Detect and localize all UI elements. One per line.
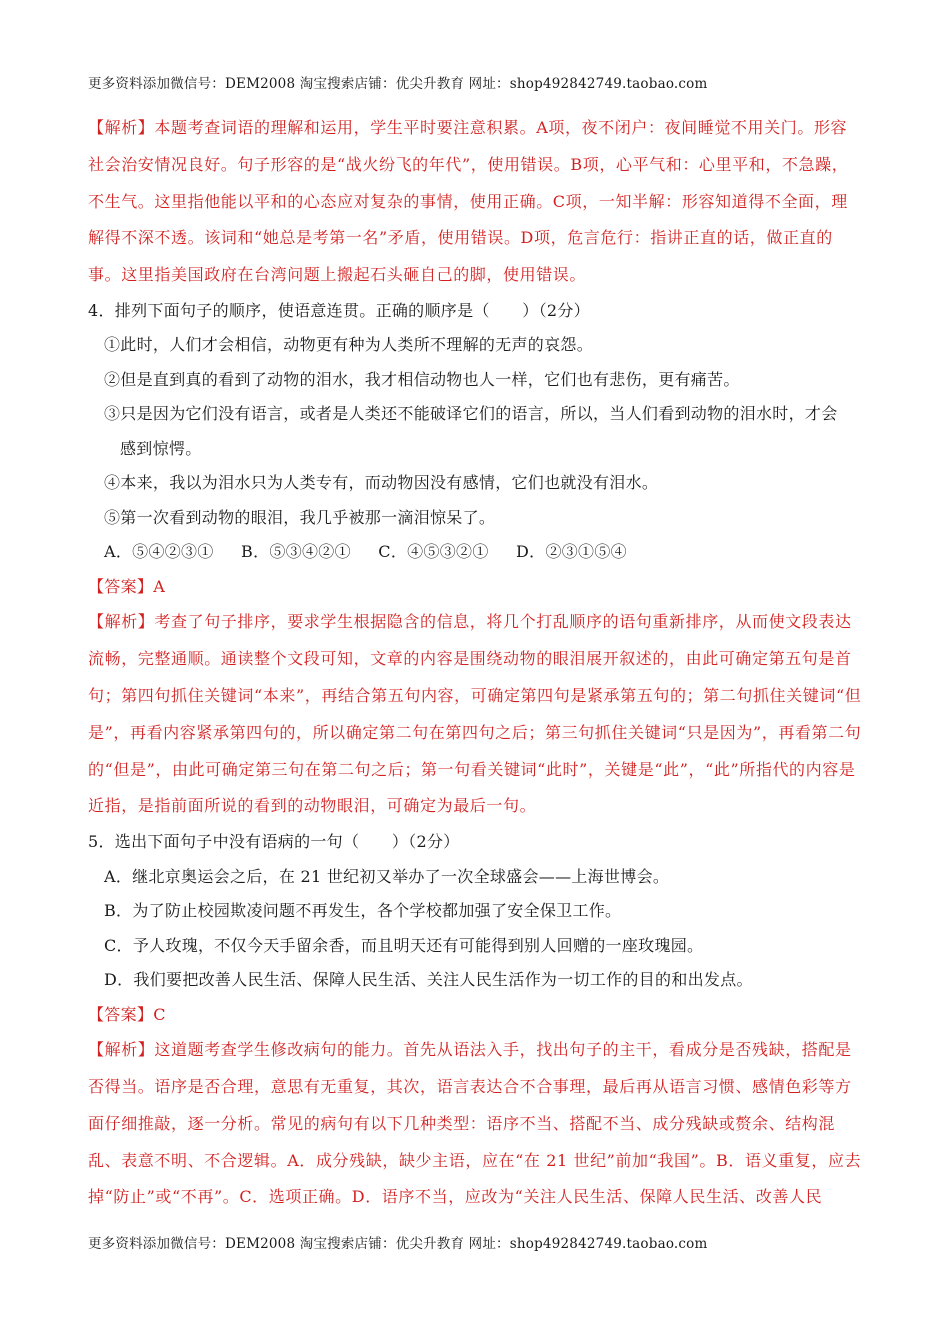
- q4-option-a: A．⑤④②③①: [104, 542, 214, 562]
- q5-option-c: C．予人玫瑰，不仅今天手留余香，而且明天还有可能得到别人回赠的一座玫瑰园。: [104, 935, 704, 955]
- q3-analysis: 【解析】本题考查词语的理解和运用，学生平时要注意积累。A项，夜不闭户：夜间睡觉不用关门。形容社会治安情况良好。句子形容的是“战火纷飞的年代”，使用错误。B项，心平气和：心里平和，不急躁，不生气。这里指他能以平和的心态应对复杂的事情，使用正确。C项，一知半解：形容知道得不全面，理解得不深不透。该词和“她总是考第一名”矛盾，使用错误。D项，危言危行：指讲正直的话，做正直的事。这里指美国政府在台湾问题上搬起石头砸自己的脚，使用错误。: [88, 118, 849, 285]
- q4-sentence-3-cont: 感到惊愕。: [120, 438, 202, 458]
- q4-option-d: D．②③①⑤④: [516, 542, 627, 562]
- q4-option-c: C．④⑤③②①: [378, 542, 489, 562]
- q4-analysis: 【解析】考查了句子排序，要求学生根据隐含的信息，将几个打乱顺序的语句重新排序，从而使文段表达流畅，完整通顺。通读整个文段可知，文章的内容是围绕动物的眼泪展开叙述的，由此可确定第五句是首句；第四句抓住关键词“本来”，再结合第五句内容，可确定第四句是紧承第五句的；第二句抓住关键词“但是”，再看内容紧承第四句的，所以确定第二句在第四句之后；第三句抓住关键词“只是因为”，再看第二句的“但是”，由此可确定第三句在第二句之后；第一句看关键词“此时”，关键是“此”，“此”所指代的内容是近指，是指前面所说的看到的动物眼泪，可确定为最后一句。: [88, 612, 862, 816]
- q5-option-b: B．为了防止校园欺凌问题不再发生，各个学校都加强了安全保卫工作。: [104, 901, 622, 921]
- q5-analysis: 【解析】这道题考查学生修改病句的能力。首先从语法入手，找出句子的主干，看成分是否残缺，搭配是否得当。语序是否合理，意思有无重复，其次，语言表达合不合事理，最后再从语言习惯、感情色彩等方面仔细推敲，逐一分析。常见的病句有以下几种类型：语序不当、搭配不当、成分残缺或赘余、结构混乱、表意不明、不合逻辑。A．成分残缺，缺少主语，应在“在 21 世纪”前加“我国”。B．语义重复，应去掉“防止”或“不再”。C．选项正确。D．语序不当，应改为“关注人民生活、保障人民生活、改善人民: [88, 1040, 862, 1207]
- q5-answer: 【答案】C: [88, 1004, 166, 1024]
- q4-sentence-1: ①此时，人们才会相信，动物更有种为人类所不理解的无声的哀怨。: [104, 335, 594, 355]
- page-content: [88, 110, 863, 1216]
- q4-answer: 【答案】A: [88, 576, 166, 596]
- q4-options: [88, 535, 863, 570]
- q5-option-d: D．我们要把改善人民生活、保障人民生活、关注人民生活作为一切工作的目的和出发点。: [104, 970, 753, 990]
- q4-stem: 4．排列下面句子的顺序，使语意连贯。正确的顺序是（ ）（2分）: [88, 300, 590, 320]
- q5-stem: 5．选出下面句子中没有语病的一句（ ）（2分）: [88, 832, 460, 852]
- page-header: 更多资料添加微信号：DEM2008 淘宝搜索店铺：优尖升教育 网址：shop492842749.taobao.com: [88, 76, 708, 92]
- q4-sentence-2: ②但是直到真的看到了动物的泪水，我才相信动物也人一样，它们也有悲伤，更有痛苦。: [104, 369, 740, 389]
- q4-sentence-4: ④本来，我以为泪水只为人类专有，而动物因没有感情，它们也就没有泪水。: [104, 473, 659, 493]
- q4-option-b: B．⑤③④②①: [241, 542, 351, 562]
- q4-sentence-3: ③只是因为它们没有语言，或者是人类还不能破译它们的语言，所以，当人们看到动物的泪水时，才会: [104, 404, 838, 424]
- page-footer: 更多资料添加微信号：DEM2008 淘宝搜索店铺：优尖升教育 网址：shop492842749.taobao.com: [88, 1236, 708, 1252]
- q5-option-a: A．继北京奥运会之后，在 21 世纪初又举办了一次全球盛会——上海世博会。: [104, 866, 670, 886]
- q4-sentence-5: ⑤第一次看到动物的眼泪，我几乎被那一滴泪惊呆了。: [104, 507, 496, 527]
